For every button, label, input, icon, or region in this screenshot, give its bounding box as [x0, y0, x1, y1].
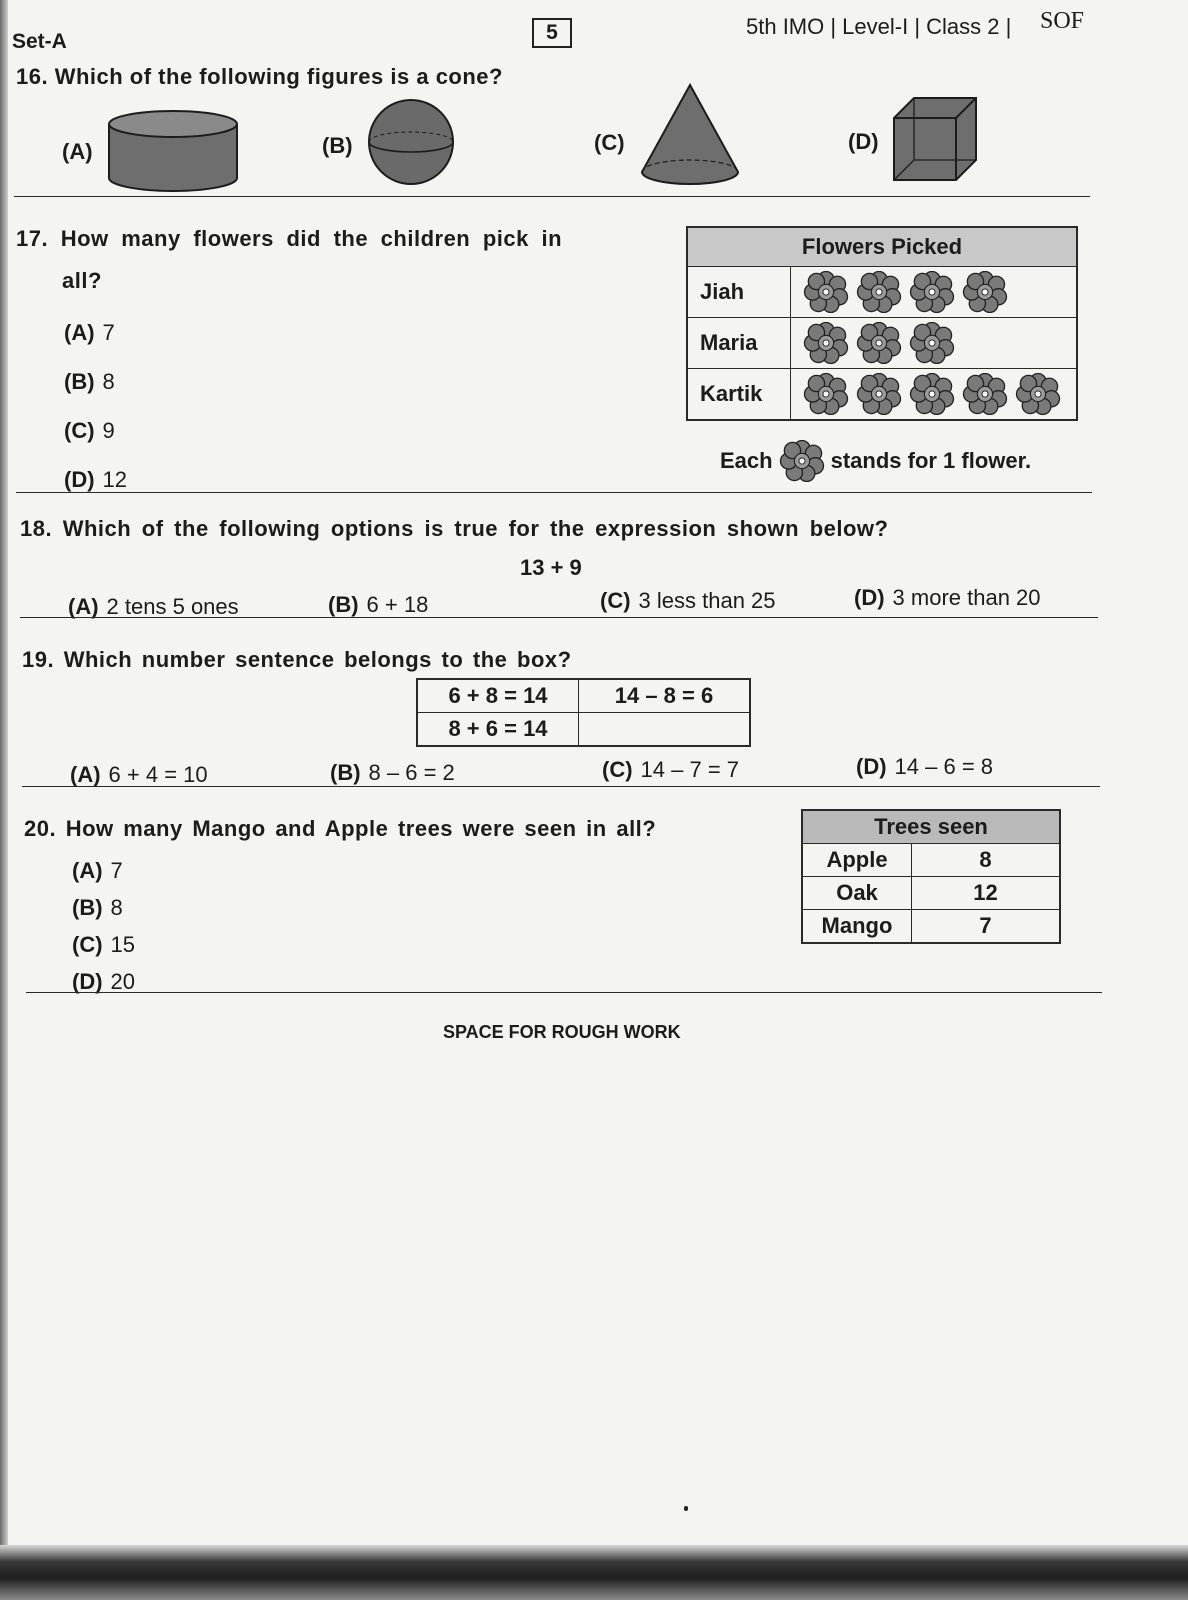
tree-name: Mango [802, 910, 912, 944]
pictograph-row [687, 369, 1077, 421]
q19-option-d[interactable]: (D) 14 – 6 = 8 [856, 754, 994, 779]
q16-option-b[interactable]: (B) [322, 133, 353, 158]
divider [26, 992, 1102, 993]
flower-icon [1015, 373, 1061, 415]
q17-text-line2: all? [62, 268, 102, 293]
rough-work-label: SPACE FOR ROUGH WORK [443, 1022, 681, 1042]
divider [20, 617, 1098, 618]
pictograph-name: Jiah [687, 267, 791, 318]
pictograph-row [687, 267, 1077, 318]
flower-icon [909, 373, 955, 415]
q16-option-d[interactable]: (D) [848, 129, 879, 154]
ink-dot [684, 1506, 688, 1511]
pictograph-name: Kartik [687, 369, 791, 421]
flower-icon [962, 373, 1008, 415]
sof-logo: SOF [1040, 8, 1085, 34]
scan-shadow [0, 1545, 1188, 1600]
pictograph-row [687, 318, 1077, 369]
q20-option-b[interactable]: (B) 8 [72, 895, 123, 920]
box-cell-empty [579, 713, 751, 747]
q18-text: 18. Which of the following options is true for the expression shown below? [20, 516, 889, 541]
q16-text: 16. Which of the following figures is a cone? [16, 64, 503, 89]
fact-family-box [416, 678, 751, 747]
q19-option-b[interactable]: (B) 8 – 6 = 2 [330, 760, 455, 785]
box-cell: 14 – 8 = 6 [579, 679, 751, 713]
cylinder-icon [106, 108, 240, 194]
pictograph-key: Each stands for 1 flower. [720, 440, 1031, 482]
flower-icon [909, 271, 955, 313]
exam-title: 5th IMO | Level-I | Class 2 | [746, 14, 1012, 39]
q20-option-a[interactable]: (A) 7 [72, 858, 123, 883]
q18-option-a[interactable]: (A) 2 tens 5 ones [68, 594, 239, 619]
table-row [802, 877, 1060, 910]
flower-icon [909, 322, 955, 364]
q20-text: 20. How many Mango and Apple trees were seen in all? [24, 816, 657, 841]
flower-icon [856, 322, 902, 364]
page-number: 5 [532, 18, 572, 48]
set-label: Set-A [12, 30, 67, 53]
divider [14, 196, 1090, 197]
flower-icon [779, 440, 825, 482]
q20-option-d[interactable]: (D) 20 [72, 969, 136, 994]
pictograph-title: Flowers Picked [687, 227, 1077, 267]
q16-option-a[interactable]: (A) [62, 139, 93, 164]
q19-option-c[interactable]: (C) 14 – 7 = 7 [602, 757, 740, 782]
table-row [802, 910, 1060, 944]
flower-icon [803, 271, 849, 313]
box-cell: 6 + 8 = 14 [417, 679, 579, 713]
flowers-pictograph [686, 226, 1078, 421]
q17-option-c[interactable]: (C) 9 [64, 418, 115, 443]
flower-icon [962, 271, 1008, 313]
tree-name: Oak [802, 877, 912, 910]
tree-count: 12 [912, 877, 1061, 910]
flower-row-jiah [791, 271, 1076, 313]
q18-expression: 13 + 9 [520, 555, 582, 580]
q20-option-c[interactable]: (C) 15 [72, 932, 136, 957]
flower-row-kartik [791, 373, 1076, 415]
pictograph-name: Maria [687, 318, 791, 369]
cone-icon [638, 82, 742, 188]
trees-table [801, 809, 1061, 944]
table-row [802, 844, 1060, 877]
box-cell: 8 + 6 = 14 [417, 713, 579, 747]
q18-option-b[interactable]: (B) 6 + 18 [328, 592, 429, 617]
divider [16, 492, 1092, 493]
flower-icon [803, 322, 849, 364]
flower-icon [803, 373, 849, 415]
binder-edge [0, 0, 8, 1600]
flower-icon [856, 373, 902, 415]
sphere-icon [366, 98, 456, 186]
tree-count: 8 [912, 844, 1061, 877]
flower-icon [856, 271, 902, 313]
q19-option-a[interactable]: (A) 6 + 4 = 10 [70, 762, 208, 787]
q17-option-a[interactable]: (A) 7 [64, 320, 115, 345]
q18-option-c[interactable]: (C) 3 less than 25 [600, 588, 776, 613]
q19-text: 19. Which number sentence belongs to the box? [22, 647, 572, 672]
cube-icon [892, 96, 978, 184]
trees-table-title: Trees seen [802, 810, 1060, 844]
q17-option-b[interactable]: (B) 8 [64, 369, 115, 394]
flower-row-maria [791, 322, 1076, 364]
tree-name: Apple [802, 844, 912, 877]
q16-option-c[interactable]: (C) [594, 130, 625, 155]
q17-option-d[interactable]: (D) 12 [64, 467, 128, 492]
q18-option-d[interactable]: (D) 3 more than 20 [854, 585, 1041, 610]
q17-text-line1: 17. How many flowers did the children pick in [16, 226, 563, 251]
tree-count: 7 [912, 910, 1061, 944]
divider [22, 786, 1100, 787]
